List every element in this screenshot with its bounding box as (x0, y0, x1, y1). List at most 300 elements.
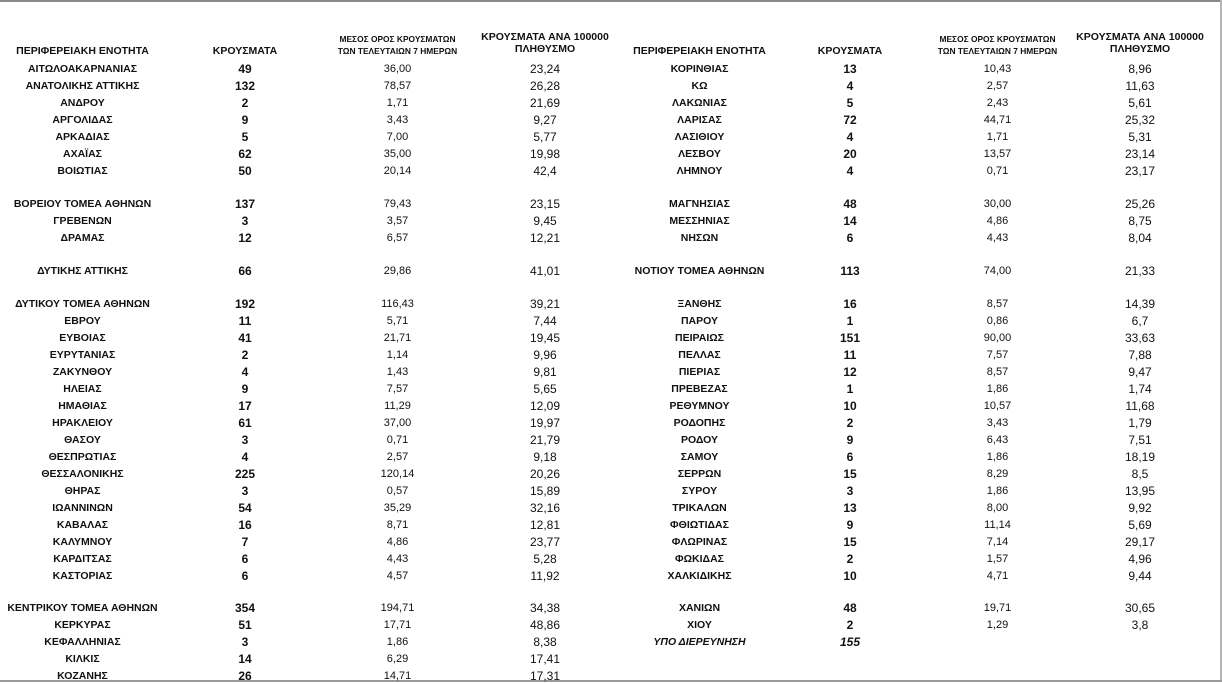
cell-per: 20,26 (529, 467, 561, 481)
cell-avg: 29,86 (383, 265, 412, 277)
cell-per: 17,41 (529, 652, 561, 666)
cell-avg: 10,43 (983, 63, 1012, 75)
cell-name: ΦΘΙΩΤΙΔΑΣ (670, 519, 729, 531)
cell-name: ΚΕΡΚΥΡΑΣ (54, 619, 111, 631)
cell-avg: 3,43 (986, 417, 1009, 429)
cell-cases: 16 (843, 297, 857, 311)
cell-cases: 6 (846, 231, 854, 245)
cell-cases: 48 (843, 197, 857, 211)
cell-cases: 6 (241, 552, 249, 566)
cell-avg: 1,57 (986, 553, 1009, 565)
cell-avg: 8,57 (986, 366, 1009, 378)
cell-per: 11,68 (1125, 399, 1155, 413)
cell-per: 12,09 (529, 399, 561, 413)
cell-name: ΜΑΓΝΗΣΙΑΣ (669, 198, 730, 210)
cell-name: ΠΕΛΛΑΣ (678, 349, 721, 361)
cell-name: ΒΟΡΕΙΟΥ ΤΟΜΕΑ ΑΘΗΝΩΝ (13, 198, 152, 210)
cell-avg: 4,57 (386, 570, 409, 582)
cell-cases: 155 (839, 635, 861, 649)
cell-cases: 12 (238, 231, 252, 245)
cell-per: 5,65 (533, 382, 557, 396)
cell-per: 25,26 (1124, 197, 1156, 211)
table-row (0, 330, 1222, 347)
cell-per: 19,98 (529, 147, 561, 161)
cell-per: 8,5 (1131, 467, 1149, 481)
cell-per: 9,27 (533, 113, 557, 127)
cell-name: ΡΟΔΟΠΗΣ (673, 417, 726, 429)
cell-cases: 2 (846, 552, 854, 566)
cell-per: 23,24 (529, 62, 561, 76)
cell-cases: 4 (846, 79, 854, 93)
cell-avg: 1,71 (386, 97, 409, 109)
header-per-left (465, 31, 625, 55)
cell-avg: 8,57 (986, 298, 1009, 310)
cell-name: ΠΑΡΟΥ (680, 315, 719, 327)
cell-name: ΚΩ (691, 80, 708, 92)
cell-name: ΧΑΛΚΙΔΙΚΗΣ (667, 570, 732, 582)
cell-avg: 11,14 (984, 519, 1011, 531)
cell-avg: 19,71 (983, 602, 1012, 614)
header-avg-left-line2: ΤΩΝ ΤΕΛΕΥΤΑΙΩΝ 7 ΗΜΕΡΩΝ (337, 46, 458, 56)
cell-name: ΔΥΤΙΚΗΣ ΑΤΤΙΚΗΣ (37, 265, 128, 277)
cell-cases: 9 (846, 433, 854, 447)
cell-name: ΛΕΣΒΟΥ (678, 148, 721, 160)
table-row (0, 449, 1222, 466)
cell-name: ΠΕΙΡΑΙΩΣ (675, 332, 724, 344)
cell-cases: 137 (234, 197, 256, 211)
cell-name: ΛΑΡΙΣΑΣ (677, 114, 722, 126)
cell-cases: 51 (238, 618, 252, 632)
cell-name: ΗΡΑΚΛΕΙΟΥ (52, 417, 113, 429)
cell-avg: 1,43 (386, 366, 409, 378)
cell-cases: 225 (234, 467, 256, 481)
cell-name: ΥΠΟ ΔΙΕΡΕΥΝΗΣΗ (653, 636, 746, 648)
cell-avg: 0,86 (986, 315, 1009, 327)
cell-name: ΦΛΩΡΙΝΑΣ (671, 536, 728, 548)
table-row (0, 129, 1222, 146)
cell-cases: 12 (843, 365, 857, 379)
cell-avg: 4,86 (386, 536, 409, 548)
table-row (0, 163, 1222, 180)
cell-name: ΡΟΔΟΥ (680, 434, 719, 446)
cell-cases: 2 (846, 416, 854, 430)
cell-name: ΣΑΜΟΥ (680, 451, 719, 463)
cell-name: ΖΑΚΥΝΘΟΥ (52, 366, 113, 378)
cell-avg: 35,00 (383, 148, 412, 160)
cell-per: 33,63 (1124, 331, 1156, 345)
cell-per: 7,44 (533, 314, 557, 328)
cell-avg: 10,57 (983, 400, 1012, 412)
table-row (0, 296, 1222, 313)
table-row (0, 668, 1222, 685)
cell-per: 15,89 (529, 484, 561, 498)
cell-cases: 50 (238, 164, 252, 178)
header-region-left: ΠΕΡΙΦΕΡΕΙΑΚΗ ΕΝΟΤΗΤΑ (16, 45, 149, 57)
cell-per: 5,28 (533, 552, 557, 566)
cell-avg: 0,71 (386, 434, 409, 446)
cell-cases: 72 (843, 113, 857, 127)
table-row (0, 263, 1222, 280)
cell-avg: 36,00 (383, 63, 412, 75)
cell-cases: 2 (241, 348, 249, 362)
cell-name: ΕΥΒΟΙΑΣ (59, 332, 106, 344)
cell-avg: 8,71 (386, 519, 409, 531)
cell-per: 5,61 (1128, 96, 1152, 110)
cell-name: ΔΡΑΜΑΣ (60, 232, 105, 244)
cell-per: 19,97 (529, 416, 561, 430)
table-row (0, 381, 1222, 398)
cell-per: 12,21 (529, 231, 561, 245)
cell-cases: 14 (238, 652, 252, 666)
cell-name: ΧΙΟΥ (687, 619, 712, 631)
cell-per: 17,31 (529, 669, 561, 683)
cell-name: ΙΩΑΝΝΙΝΩΝ (52, 502, 113, 514)
cell-cases: 1 (846, 314, 854, 328)
cell-avg: 5,71 (386, 315, 409, 327)
cell-avg: 194,71 (380, 602, 415, 614)
cell-per: 25,32 (1124, 113, 1156, 127)
cell-avg: 14,71 (383, 670, 412, 682)
cell-name: ΚΟΖΑΝΗΣ (57, 670, 108, 682)
cell-per: 21,69 (529, 96, 561, 110)
cell-name: ΚΕΝΤΡΙΚΟΥ ΤΟΜΕΑ ΑΘΗΝΩΝ (7, 602, 158, 614)
cell-name: ΞΑΝΘΗΣ (677, 298, 722, 310)
cell-cases: 5 (241, 130, 249, 144)
cell-cases: 132 (234, 79, 256, 93)
cell-per: 5,77 (533, 130, 557, 144)
cell-name: ΣΕΡΡΩΝ (677, 468, 722, 480)
cell-cases: 7 (241, 535, 249, 549)
cell-cases: 354 (234, 601, 256, 615)
cell-avg: 21,71 (383, 332, 412, 344)
cell-cases: 9 (241, 382, 249, 396)
cell-name: ΚΑΣΤΟΡΙΑΣ (52, 570, 113, 582)
header-avg-left (315, 33, 480, 57)
table-row (0, 347, 1222, 364)
cell-name: ΑΝΔΡΟΥ (60, 97, 105, 109)
cell-name: ΗΜΑΘΙΑΣ (58, 400, 107, 412)
cell-cases: 3 (241, 635, 249, 649)
cell-name: ΦΩΚΙΔΑΣ (675, 553, 724, 565)
table-row (0, 415, 1222, 432)
header-per-right-line2: ΠΛΗΘΥΣΜΟ (1109, 43, 1171, 55)
cell-name: ΡΕΘΥΜΝΟΥ (669, 400, 730, 412)
cell-name: ΛΑΣΙΘΙΟΥ (674, 131, 725, 143)
cell-per: 23,14 (1124, 147, 1156, 161)
cell-avg: 1,86 (986, 383, 1009, 395)
cell-per: 9,96 (533, 348, 557, 362)
table-row (0, 500, 1222, 517)
cell-avg: 1,86 (986, 451, 1009, 463)
cell-avg: 2,57 (986, 80, 1009, 92)
cell-name: ΔΥΤΙΚΟΥ ΤΟΜΕΑ ΑΘΗΝΩΝ (15, 298, 150, 310)
cell-name: ΘΗΡΑΣ (64, 485, 101, 497)
cell-avg: 37,00 (383, 417, 412, 429)
cell-cases: 3 (241, 214, 249, 228)
cell-name: ΗΛΕΙΑΣ (63, 383, 102, 395)
cell-avg: 74,00 (983, 265, 1012, 277)
cell-per: 21,79 (529, 433, 561, 447)
cell-per: 34,38 (529, 601, 561, 615)
table-row (0, 651, 1222, 668)
cell-name: ΧΑΝΙΩΝ (678, 602, 721, 614)
table-row (0, 568, 1222, 585)
cell-name: ΒΟΙΩΤΙΑΣ (57, 165, 108, 177)
cell-name: ΛΑΚΩΝΙΑΣ (672, 97, 727, 109)
cell-name: ΘΕΣΠΡΩΤΙΑΣ (48, 451, 117, 463)
cell-cases: 15 (843, 467, 857, 481)
cell-name: ΝΟΤΙΟΥ ΤΟΜΕΑ ΑΘΗΝΩΝ (634, 265, 765, 277)
cell-name: ΘΑΣΟΥ (64, 434, 101, 446)
header-per-right-line1: ΚΡΟΥΣΜΑΤΑ ΑΝΑ 100000 (1076, 31, 1204, 43)
cell-cases: 151 (839, 331, 861, 345)
cell-cases: 113 (840, 264, 860, 278)
table-row (0, 364, 1222, 381)
cell-avg: 1,29 (986, 619, 1009, 631)
cell-per: 14,39 (1124, 297, 1156, 311)
cell-per: 4,96 (1128, 552, 1152, 566)
cell-avg: 4,43 (386, 553, 409, 565)
cell-avg: 78,57 (383, 80, 412, 92)
cell-per: 21,33 (1124, 264, 1156, 278)
cell-per: 26,28 (529, 79, 561, 93)
cell-per: 23,15 (529, 197, 561, 211)
cell-cases: 13 (843, 501, 857, 515)
header-region-right: ΠΕΡΙΦΕΡΕΙΑΚΗ ΕΝΟΤΗΤΑ (633, 45, 766, 57)
cell-cases: 41 (238, 331, 252, 345)
cell-name: ΓΡΕΒΕΝΩΝ (53, 215, 112, 227)
table-row (0, 196, 1222, 213)
table-row (0, 634, 1222, 651)
cell-avg: 79,43 (383, 198, 412, 210)
cell-per: 19,45 (529, 331, 561, 345)
table-row (0, 398, 1222, 415)
cell-avg: 7,57 (386, 383, 409, 395)
table-row (0, 146, 1222, 163)
table-row (0, 95, 1222, 112)
cell-name: ΛΗΜΝΟΥ (676, 165, 723, 177)
cell-per: 8,04 (1128, 231, 1152, 245)
cell-name: ΘΕΣΣΑΛΟΝΙΚΗΣ (41, 468, 124, 480)
header-avg-left-line1: ΜΕΣΟΣ ΟΡΟΣ ΚΡΟΥΣΜΑΤΩΝ (339, 34, 456, 44)
cell-avg: 4,43 (986, 232, 1009, 244)
cell-avg: 3,57 (386, 215, 409, 227)
cell-per: 29,17 (1124, 535, 1156, 549)
cell-per: 7,88 (1128, 348, 1152, 362)
cell-avg: 13,57 (983, 148, 1012, 160)
cell-cases: 11 (238, 314, 252, 328)
cell-cases: 48 (843, 601, 857, 615)
cell-name: ΠΡΕΒΕΖΑΣ (671, 383, 728, 395)
cell-per: 9,18 (533, 450, 557, 464)
cell-per: 9,47 (1128, 365, 1152, 379)
cell-avg: 4,71 (986, 570, 1009, 582)
cell-avg: 1,71 (986, 131, 1009, 143)
cell-cases: 10 (843, 569, 857, 583)
table-row (0, 112, 1222, 129)
cell-name: ΑΡΚΑΔΙΑΣ (55, 131, 110, 143)
cell-name: ΑΡΓΟΛΙΔΑΣ (52, 114, 113, 126)
cell-avg: 90,00 (983, 332, 1012, 344)
cell-per: 8,38 (533, 635, 557, 649)
cell-cases: 4 (846, 164, 854, 178)
cell-name: ΚΑΛΥΜΝΟΥ (52, 536, 113, 548)
cell-per: 11,92 (530, 569, 560, 583)
cell-avg: 8,00 (986, 502, 1009, 514)
top-border (0, 0, 1222, 2)
cell-per: 41,01 (529, 264, 561, 278)
cell-cases: 10 (843, 399, 857, 413)
cell-per: 8,96 (1128, 62, 1152, 76)
table-row (0, 600, 1222, 617)
table-row (0, 230, 1222, 247)
cell-avg: 6,57 (386, 232, 409, 244)
cell-name: ΑΧΑΪΑΣ (63, 148, 102, 160)
cell-per: 42,4 (533, 164, 557, 178)
cell-per: 18,19 (1124, 450, 1156, 464)
cell-per: 7,51 (1128, 433, 1152, 447)
cell-name: ΑΝΑΤΟΛΙΚΗΣ ΑΤΤΙΚΗΣ (25, 80, 140, 92)
table-row (0, 213, 1222, 230)
cell-per: 6,7 (1131, 314, 1149, 328)
cell-avg: 6,43 (986, 434, 1009, 446)
cell-cases: 26 (238, 669, 252, 683)
table-row (0, 61, 1222, 78)
cell-avg: 44,71 (983, 114, 1012, 126)
cell-cases: 6 (846, 450, 854, 464)
cell-name: ΕΒΡΟΥ (64, 315, 101, 327)
cell-per: 8,75 (1128, 214, 1152, 228)
cell-avg: 0,71 (986, 165, 1009, 177)
cell-avg: 7,57 (986, 349, 1009, 361)
cell-cases: 2 (846, 618, 854, 632)
header-per-left-line1: ΚΡΟΥΣΜΑΤΑ ΑΝΑ 100000 (481, 31, 609, 43)
cell-per: 5,31 (1128, 130, 1152, 144)
cell-cases: 17 (238, 399, 252, 413)
cell-name: ΝΗΣΩΝ (680, 232, 719, 244)
cell-per: 13,95 (1124, 484, 1156, 498)
cell-per: 39,21 (529, 297, 561, 311)
cell-cases: 3 (846, 484, 854, 498)
cell-name: ΤΡΙΚΑΛΩΝ (672, 502, 727, 514)
cell-cases: 15 (843, 535, 857, 549)
cell-avg: 120,14 (380, 468, 415, 480)
cell-cases: 16 (238, 518, 252, 532)
cell-name: ΚΕΦΑΛΛΗΝΙΑΣ (44, 636, 121, 648)
cell-per: 11,63 (1125, 79, 1155, 93)
cell-cases: 54 (238, 501, 252, 515)
cell-per: 9,44 (1128, 569, 1152, 583)
cell-per: 12,81 (529, 518, 561, 532)
cell-avg: 4,86 (986, 215, 1009, 227)
cell-cases: 13 (843, 62, 857, 76)
cell-per: 23,17 (1124, 164, 1156, 178)
cell-cases: 4 (241, 365, 249, 379)
cell-avg: 35,29 (383, 502, 412, 514)
cell-per: 23,77 (529, 535, 561, 549)
cell-per: 5,69 (1128, 518, 1152, 532)
cell-avg: 1,86 (986, 485, 1009, 497)
header-avg-right-line2: ΤΩΝ ΤΕΛΕΥΤΑΙΩΝ 7 ΗΜΕΡΩΝ (937, 46, 1058, 56)
cell-avg: 2,43 (986, 97, 1009, 109)
cell-cases: 11 (843, 348, 857, 362)
cell-avg: 11,29 (384, 400, 411, 412)
cell-avg: 3,43 (386, 114, 409, 126)
cell-cases: 6 (241, 569, 249, 583)
cell-avg: 116,43 (381, 298, 414, 310)
cell-cases: 66 (238, 264, 252, 278)
cell-avg: 8,29 (986, 468, 1009, 480)
cell-cases: 5 (846, 96, 854, 110)
table-row (0, 483, 1222, 500)
cell-per: 9,45 (533, 214, 557, 228)
table-row (0, 466, 1222, 483)
cell-cases: 1 (846, 382, 854, 396)
header-per-left-line2: ΠΛΗΘΥΣΜΟ (514, 43, 576, 55)
cell-cases: 3 (241, 433, 249, 447)
cell-avg: 1,14 (386, 349, 409, 361)
cell-cases: 61 (238, 416, 252, 430)
cell-per: 9,81 (533, 365, 557, 379)
cell-per: 3,8 (1131, 618, 1149, 632)
cell-cases: 20 (843, 147, 857, 161)
cell-per: 1,74 (1128, 382, 1152, 396)
cell-cases: 49 (238, 62, 252, 76)
cell-cases: 192 (234, 297, 256, 311)
cell-avg: 1,86 (386, 636, 409, 648)
cell-per: 32,16 (529, 501, 561, 515)
header-cases-right: ΚΡΟΥΣΜΑΤΑ (817, 45, 883, 57)
cell-cases: 62 (238, 147, 252, 161)
cell-name: ΚΑΒΑΛΑΣ (56, 519, 109, 531)
table-row (0, 534, 1222, 551)
cell-avg: 7,14 (986, 536, 1009, 548)
table-row (0, 551, 1222, 568)
cell-per: 1,79 (1128, 416, 1152, 430)
header-per-right (1065, 31, 1215, 55)
cell-name: ΜΕΣΣΗΝΙΑΣ (669, 215, 730, 227)
cell-avg: 17,71 (383, 619, 412, 631)
table-row (0, 313, 1222, 330)
cell-avg: 7,00 (386, 131, 409, 143)
table-row (0, 432, 1222, 449)
cell-avg: 6,29 (386, 653, 409, 665)
cell-name: ΚΑΡΔΙΤΣΑΣ (53, 553, 112, 565)
cell-cases: 2 (241, 96, 249, 110)
cell-name: ΚΙΛΚΙΣ (65, 653, 100, 665)
cell-avg: 2,57 (386, 451, 409, 463)
cell-cases: 14 (843, 214, 857, 228)
table-row (0, 617, 1222, 634)
cell-cases: 4 (846, 130, 854, 144)
header-avg-right (915, 33, 1080, 57)
cell-avg: 0,57 (386, 485, 409, 497)
table-row (0, 78, 1222, 95)
cell-name: ΚΟΡΙΝΘΙΑΣ (670, 63, 729, 75)
header-avg-right-line1: ΜΕΣΟΣ ΟΡΟΣ ΚΡΟΥΣΜΑΤΩΝ (939, 34, 1056, 44)
cell-avg: 30,00 (983, 198, 1012, 210)
cell-name: ΣΥΡΟΥ (681, 485, 718, 497)
cell-cases: 4 (241, 450, 249, 464)
cell-per: 9,92 (1128, 501, 1152, 515)
cell-name: ΕΥΡΥΤΑΝΙΑΣ (49, 349, 116, 361)
cell-cases: 9 (241, 113, 249, 127)
cell-name: ΠΙΕΡΙΑΣ (678, 366, 721, 378)
cell-cases: 9 (846, 518, 854, 532)
cell-avg: 20,14 (383, 165, 412, 177)
table-row (0, 517, 1222, 534)
cell-name: ΑΙΤΩΛΟΑΚΑΡΝΑΝΙΑΣ (27, 63, 138, 75)
